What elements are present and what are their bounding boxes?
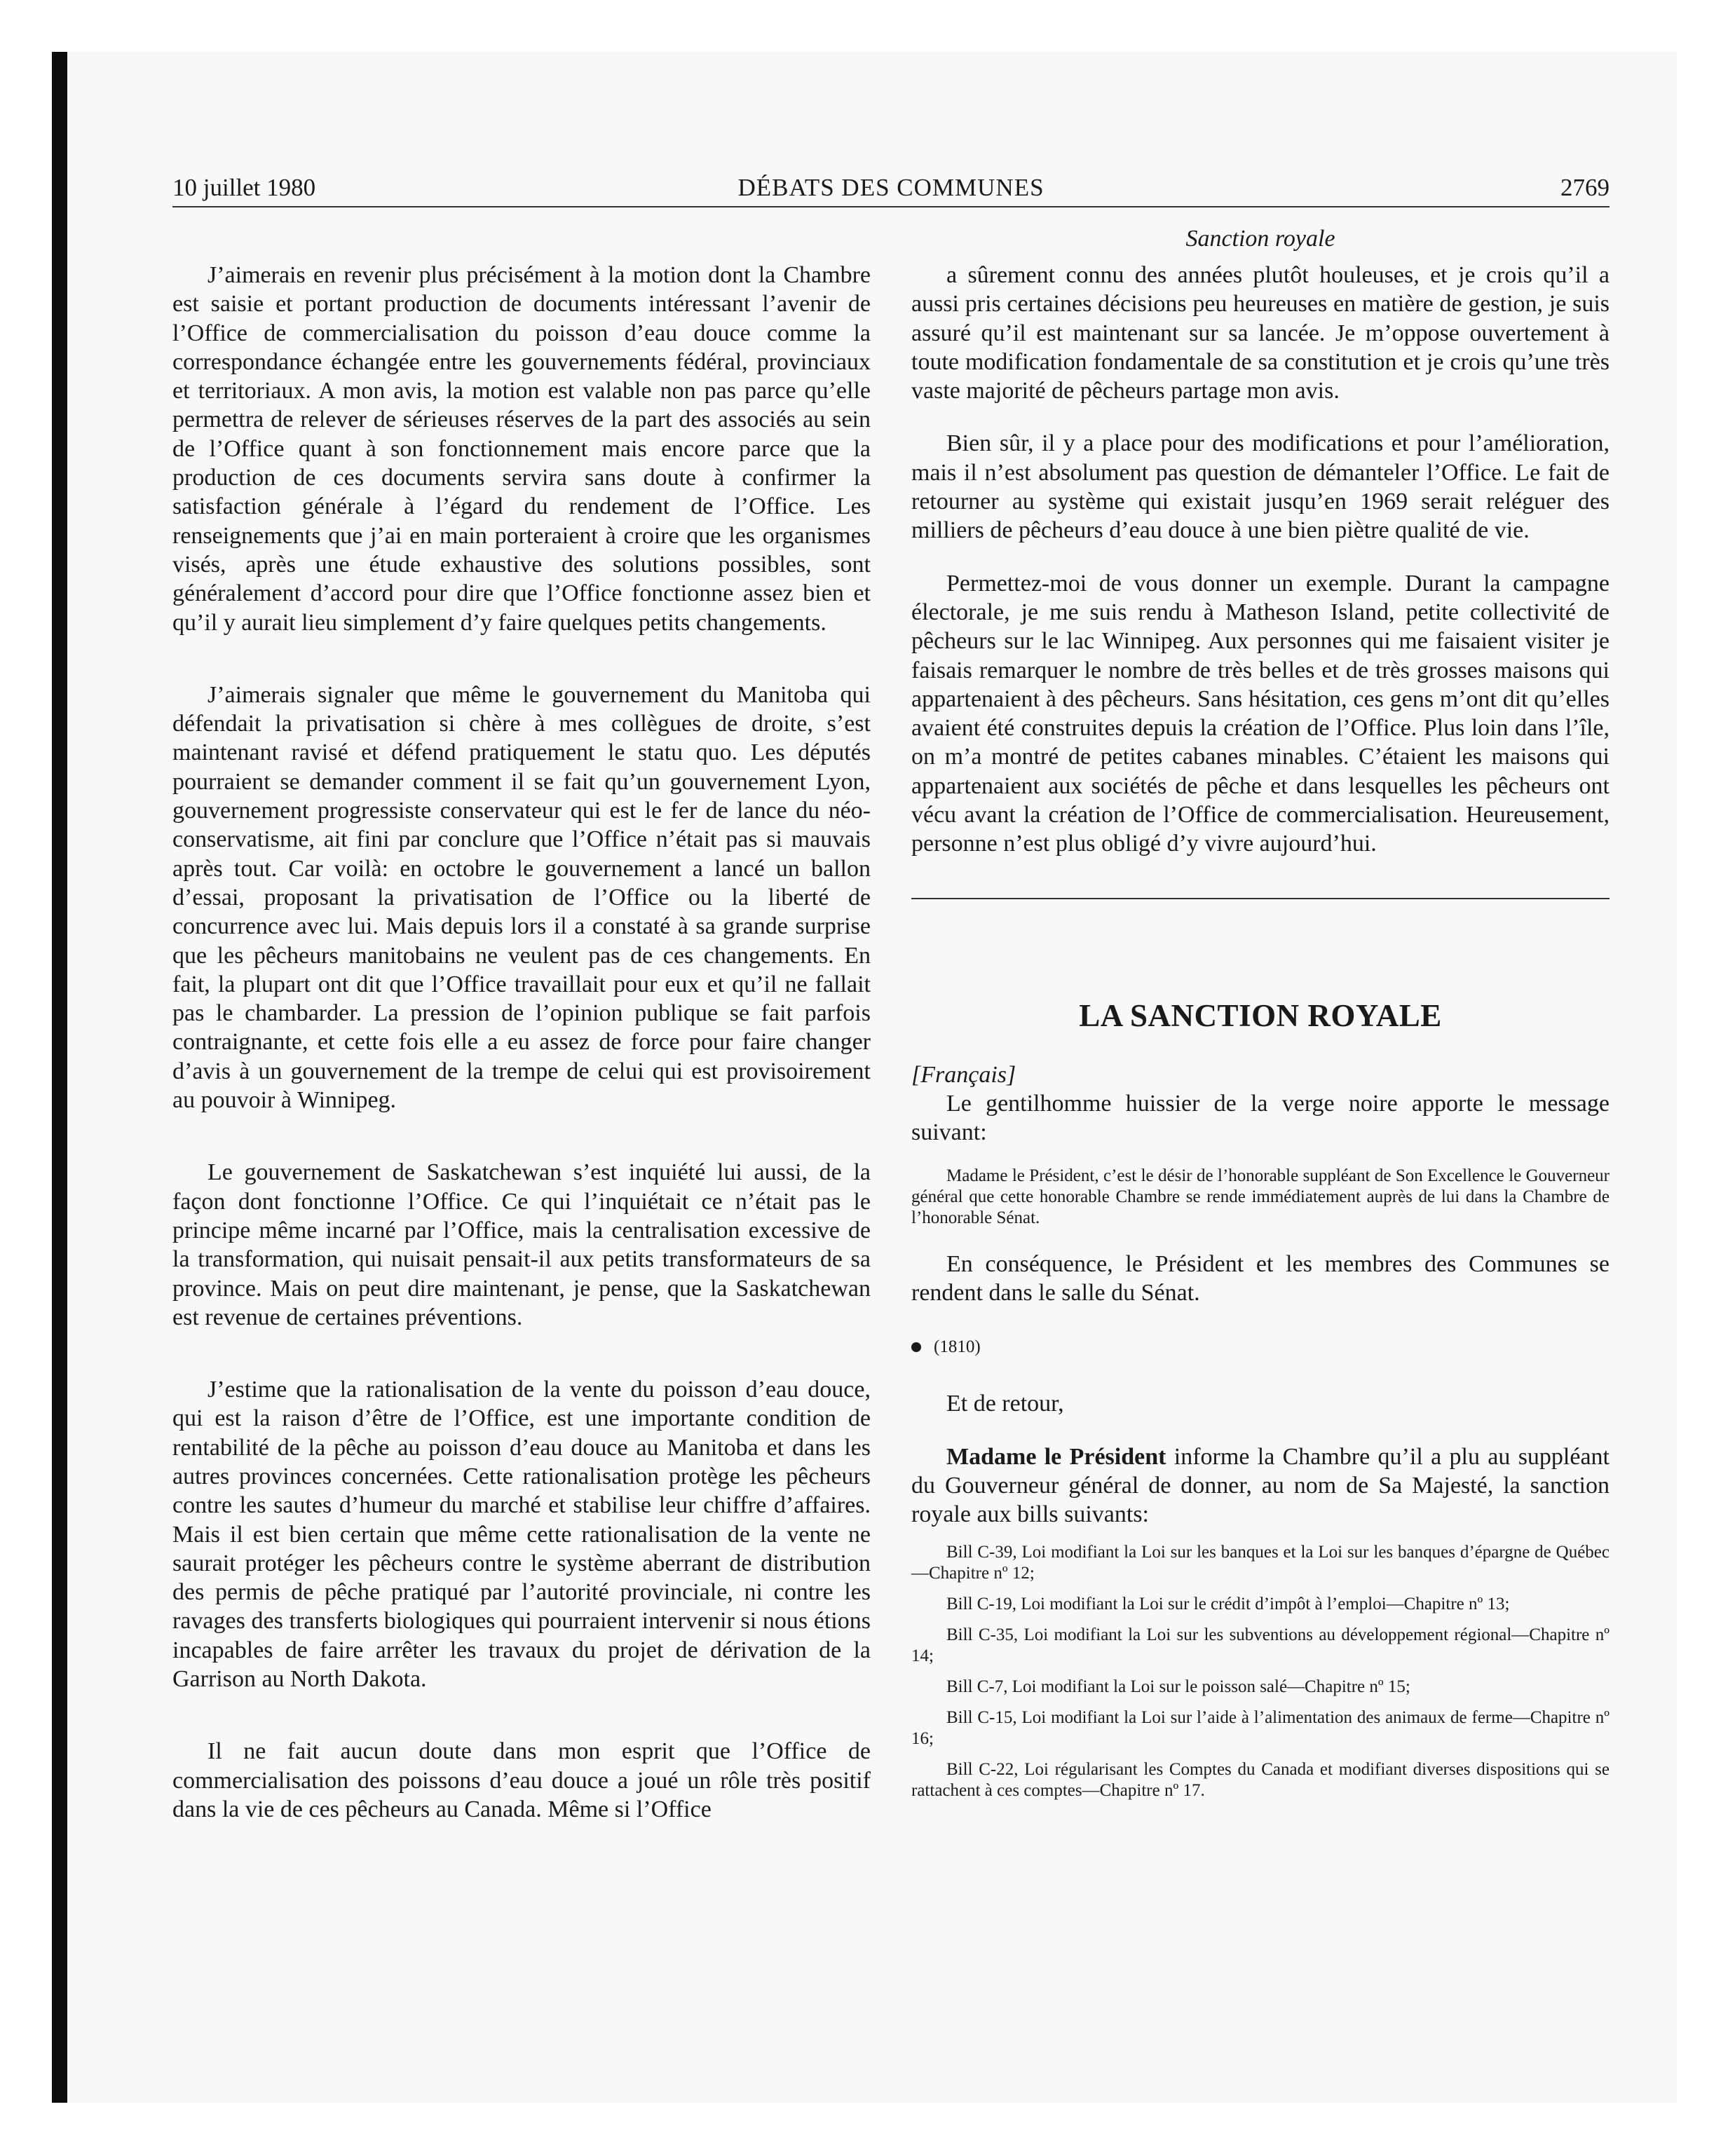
paragraph: Permettez-moi de vous donner un exemple. Durant la campagne électorale, je me suis rendu à Matheson Island, petite collectivité de pêcheurs sur le lac Winnipeg. Aux personnes qui me faisaient visiter je faisais remarquer le nombre de très belles et de très grosses maisons qui appartenaient à des pêcheurs. Sans hésitation, ces gens m’ont dit qu’elles avaient été construites depuis la création de l’Office. Plus loin dans l’île, on m’a montré de petites cabanes minables. C’étaient les maisons qui appartenaient aux sociétés de pêche et dans lesquelles les pêcheurs ont vécu avant la création de l’Office de commercialisation. Heureusement, personne n’est plus obligé d’y vivre aujourd’hui. <box>911 570 1610 857</box>
header-page-number: 2769 <box>1560 174 1610 201</box>
header-date: 10 juillet 1980 <box>172 174 316 201</box>
bill-item: Bill C-19, Loi modifiant la Loi sur le crédit d’impôt à l’emploi—Chapitre nº 13; <box>946 1594 1510 1613</box>
paragraph: Le gouvernement de Saskatchewan s’est inquiété lui aussi, de la façon dont fonctionne l’Office. Ce qui l’inquiétait ce n’était pas le principe même incarné par l’Office, mais la centralisation excessive de la transformation, qui nuisait pensait-il aux petits transformateurs de sa province. Mais on peut dire maintenant, je pense, que la Saskatchewan est revenue de certaines préventions. <box>172 1159 871 1330</box>
bill-item: Bill C-39, Loi modifiant la Loi sur les banques et la Loi sur les banques d’épargne de Québec—Chapitre nº 12; <box>911 1542 1610 1583</box>
bullet-icon <box>911 1342 921 1352</box>
scan-edge-bar <box>52 52 67 2103</box>
return-line: Et de retour, <box>946 1391 1064 1417</box>
header-title: DÉBATS DES COMMUNES <box>737 174 1045 201</box>
bill-item: Bill C-22, Loi régularisant les Comptes du Canada et modifiant diverses dispositions qui se rattachent à ces comptes—Chapitre nº 17. <box>911 1759 1610 1800</box>
paragraph: a sûrement connu des années plutôt houleuses, et je crois qu’il a aussi pris certaines décisions peu heureuses en matière de gestion, je suis assuré qu’il est maintenant sur sa lancée. Je m’oppose ouvertement à toute modification fondamentale de sa constitution et je crois qu’une très vaste majorité de pêcheurs partage mon avis. <box>911 262 1610 404</box>
bill-item: Bill C-7, Loi modifiant la Loi sur le poisson salé—Chapitre nº 15; <box>946 1677 1410 1696</box>
bill-item: Bill C-15, Loi modifiant la Loi sur l’aide à l’alimentation des animaux de ferme—Chapitre nº 16; <box>911 1707 1610 1748</box>
usher-paragraph: Le gentilhomme huissier de la verge noire apporte le message suivant: <box>911 1090 1610 1146</box>
speaker-paragraph <box>911 1442 1610 1529</box>
language-tag: [Français] <box>911 1061 1016 1088</box>
section-divider <box>911 898 1610 899</box>
time-marker <box>911 1332 1610 1361</box>
paragraph: J’estime que la rationalisation de la vente du poisson d’eau douce, qui est la raison d’être de l’Office, est une importante condition de rentabilité de la pêche au poisson d’eau douce au Manitoba et dans les autres provinces concernées. Cette rationalisation protège les pêcheurs contre les sautes d’humeur du marché et stabilise leur chiffre d’affaires. Mais il est bien certain que même cette rationalisation de la vente ne saurait protéger les pêcheurs contre le système aberrant de distribution des permis de pêche pratiqué par l’autorité provinciale, ni contre les ravages des transferts biologiques qui pourraient intervenir si nous étions incapables de faire arrêter les travaux du projet de dérivation de la Garrison au North Dakota. <box>172 1377 871 1693</box>
page-header <box>172 170 1610 207</box>
paragraph: Bien sûr, il y a place pour des modifications et pour l’amélioration, mais il n’est absolument pas question de démanteler l’Office. Le fait de retourner au système qui existait jusqu’en 1969 serait reléguer des milliers de pêcheurs d’eau douce à une bien piètre qualité de vie. <box>911 430 1610 544</box>
speaker-name: Madame le Président <box>946 1443 1166 1470</box>
paragraph: J’aimerais signaler que même le gouvernement du Manitoba qui défendait la privatisation si chère à mes collègues de droite, s’est maintenant ravisé et défend pratiquement le statu quo. Les députés pourraient se demander comment il se fait qu’un gouvernement Lyon, gouvernement progressiste conservateur qui est le fer de lance du néo-conservatisme, ait fini par conclure que l’Office n’était pas si mauvais après tout. Car voilà: en octobre le gouvernement a lancé un ballon d’essai, proposant la privatisation de l’Office ou la liberté de concurrence avec lui. Mais depuis lors il a constaté à sa grande surprise que les pêcheurs manitobains ne veulent pas de ces changements. En fait, la plupart ont dit que l’Office travaillait pour eux et qu’il ne fallait pas le chambarder. La pression de l’opinion publique se fait parfois contraignante, et cette fois elle a eu assez de force pour faire changer d’avis à un gouvernement de la trempe de celui qui est provisoirement au pouvoir à Winnipeg. <box>172 681 871 1114</box>
section-title: LA SANCTION ROYALE <box>1079 997 1442 1033</box>
time-marker-text: (1810) <box>934 1337 981 1357</box>
royal-message: Madame le Président, c’est le désir de l’honorable suppléant de Son Excellence le Gouverneur général que cette honorable Chambre se rende immédiatement auprès de lui dans la Chambre de l’honorable Sénat. <box>911 1166 1610 1227</box>
consequence-paragraph: En conséquence, le Président et les membres des Communes se rendent dans le salle du Sénat. <box>911 1250 1610 1306</box>
right-column <box>911 261 1610 1811</box>
bills-list <box>911 1542 1610 1801</box>
paragraph: Il ne fait aucun doute dans mon esprit que l’Office de commercialisation des poissons d’eau douce a joué un rôle très positif dans la vie de ces pêcheurs au Canada. Même si l’Office <box>172 1738 871 1822</box>
running-head: Sanction royale <box>1185 226 1335 252</box>
bill-item: Bill C-35, Loi modifiant la Loi sur les subventions au développement régional—Chapitre nº 14; <box>911 1625 1610 1665</box>
left-column <box>172 261 871 1867</box>
paragraph: J’aimerais en revenir plus précisément à la motion dont la Chambre est saisie et portant production de documents intéressant l’avenir de l’Office de commercialisation du poisson d’eau douce comme la correspondance échangée entre les gouvernements fédéral, provinciaux et territoriaux. A mon avis, la motion est valable non pas parce qu’elle permettra de relever de sérieuses réserves de la part des associés au sein de l’Office quant à son fonctionnement mais encore parce que la production de ces documents servira sans doute à confirmer la satisfaction générale à l’égard du rendement de l’Office. Les renseignements que j’ai en main porteraient à croire que les organismes visés, après une étude exhaustive des solutions possibles, sont généralement d’accord pour dire que l’Office fonctionne assez bien et qu’il y aurait lieu simplement d’y faire quelques petits changements. <box>172 262 871 636</box>
speaker-text: informe la Chambre qu’il a plu au suppléant du Gouverneur général de donner, au nom de Sa Majesté, la sanction royale aux bills suivants: <box>911 1443 1610 1528</box>
